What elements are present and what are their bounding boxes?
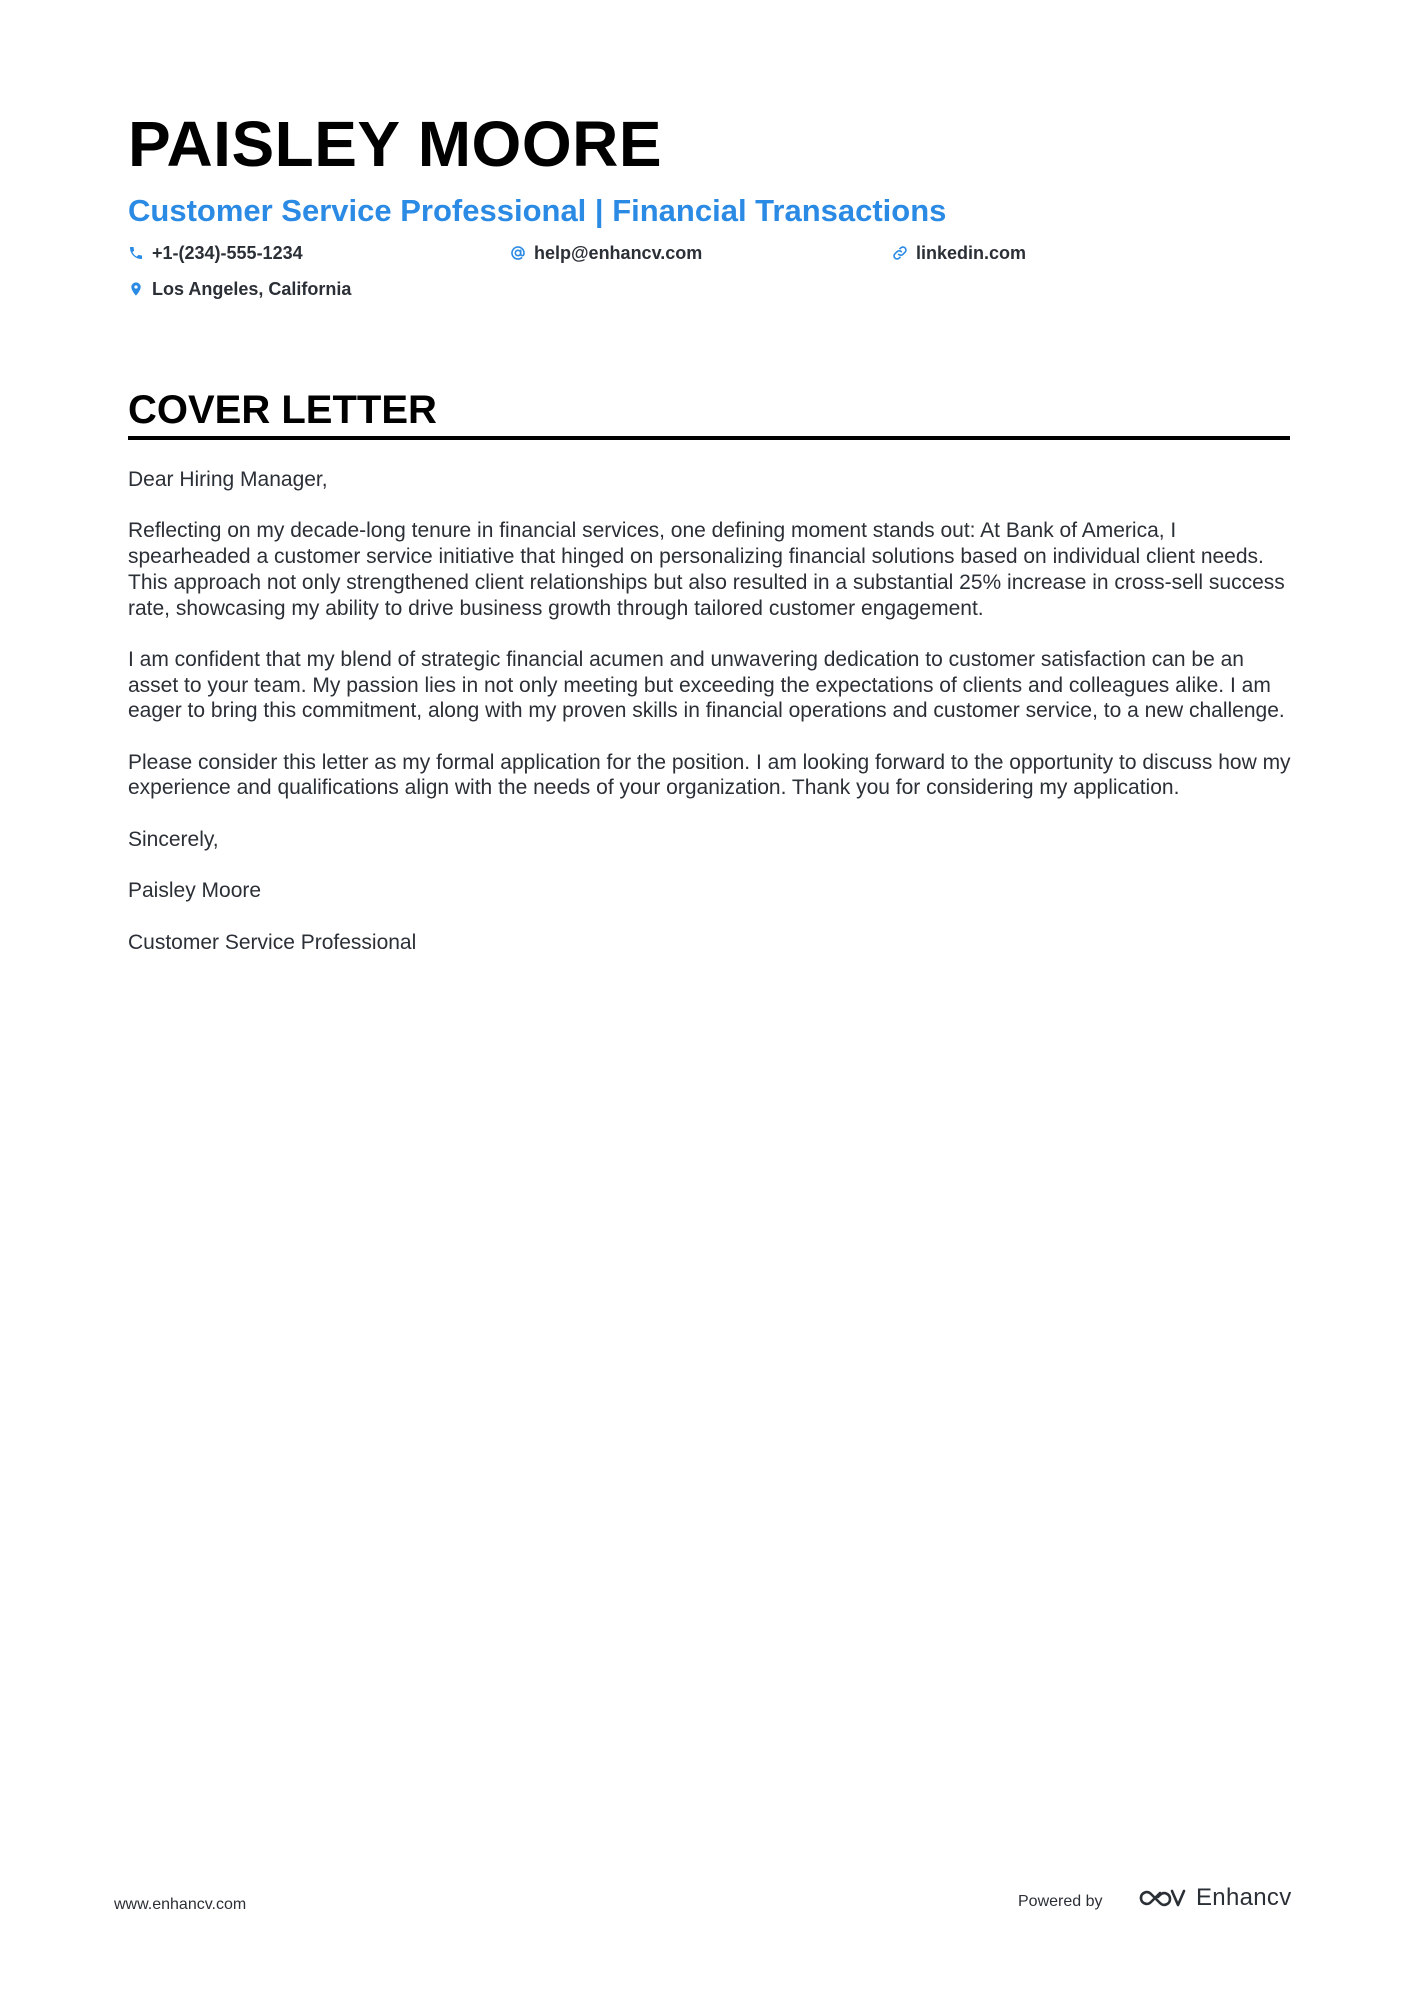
letter-body <box>128 467 1293 981</box>
contact-row <box>128 276 1288 302</box>
email-text: help@enhancv.com <box>534 242 703 263</box>
powered-by-label: Powered by <box>1018 1893 1103 1910</box>
letter-paragraph: Reflecting on my decade-long tenure in financial services, one defining moment stands out: At Bank of America, I spearheaded a customer service initiative that hinged on personalizing financial solutions based on individual client needs. This approach not only strengthened client relationships but also resulted in a substantial 25% increase in cross-sell success rate, showcasing my ability to drive business growth through tailored customer engagement. <box>128 519 1285 620</box>
footer-website-link[interactable]: www.enhancv.com <box>114 1896 247 1913</box>
at-icon <box>510 245 526 261</box>
link-icon <box>892 245 908 261</box>
candidate-name: PAISLEY MOORE <box>128 108 662 180</box>
location-pin-icon <box>128 281 144 297</box>
letter-closing: Sincerely, <box>128 827 219 851</box>
signature-title: Customer Service Professional <box>128 930 417 954</box>
phone-icon <box>128 245 144 261</box>
section-divider <box>128 436 1290 440</box>
candidate-headline: Customer Service Professional | Financial Transactions <box>128 193 947 228</box>
link-text: linkedin.com <box>916 242 1027 263</box>
letter-paragraph: I am confident that my blend of strategic financial acumen and unwavering dedication to customer satisfaction can be an asset to your team. My passion lies in not only meeting but exceeding the expectations of clients and colleagues alike. I am eager to bring this commitment, along with my proven skills in financial operations and customer service, to a new challenge. <box>128 647 1285 723</box>
signature-name: Paisley Moore <box>128 879 262 903</box>
contact-phone[interactable] <box>128 240 303 266</box>
contact-row <box>128 240 1288 266</box>
letter-greeting: Dear Hiring Manager, <box>128 468 328 491</box>
brand-name: Enhancv <box>1196 1884 1292 1911</box>
contact-location <box>128 276 351 302</box>
contact-link[interactable] <box>892 240 1026 266</box>
enhancv-logo-icon <box>1138 1885 1186 1911</box>
phone-text: +1-(234)-555-1234 <box>152 242 303 263</box>
brand-link[interactable] <box>1138 1884 1292 1912</box>
letter-paragraph: Please consider this letter as my formal application for the position. I am looking forward to the opportunity to discuss how my experience and qualifications align with the needs of your organization. Thank you for considering my application. <box>128 750 1291 800</box>
contact-email[interactable] <box>510 240 702 266</box>
section-title: COVER LETTER <box>128 388 437 432</box>
location-text: Los Angeles, California <box>152 278 352 299</box>
